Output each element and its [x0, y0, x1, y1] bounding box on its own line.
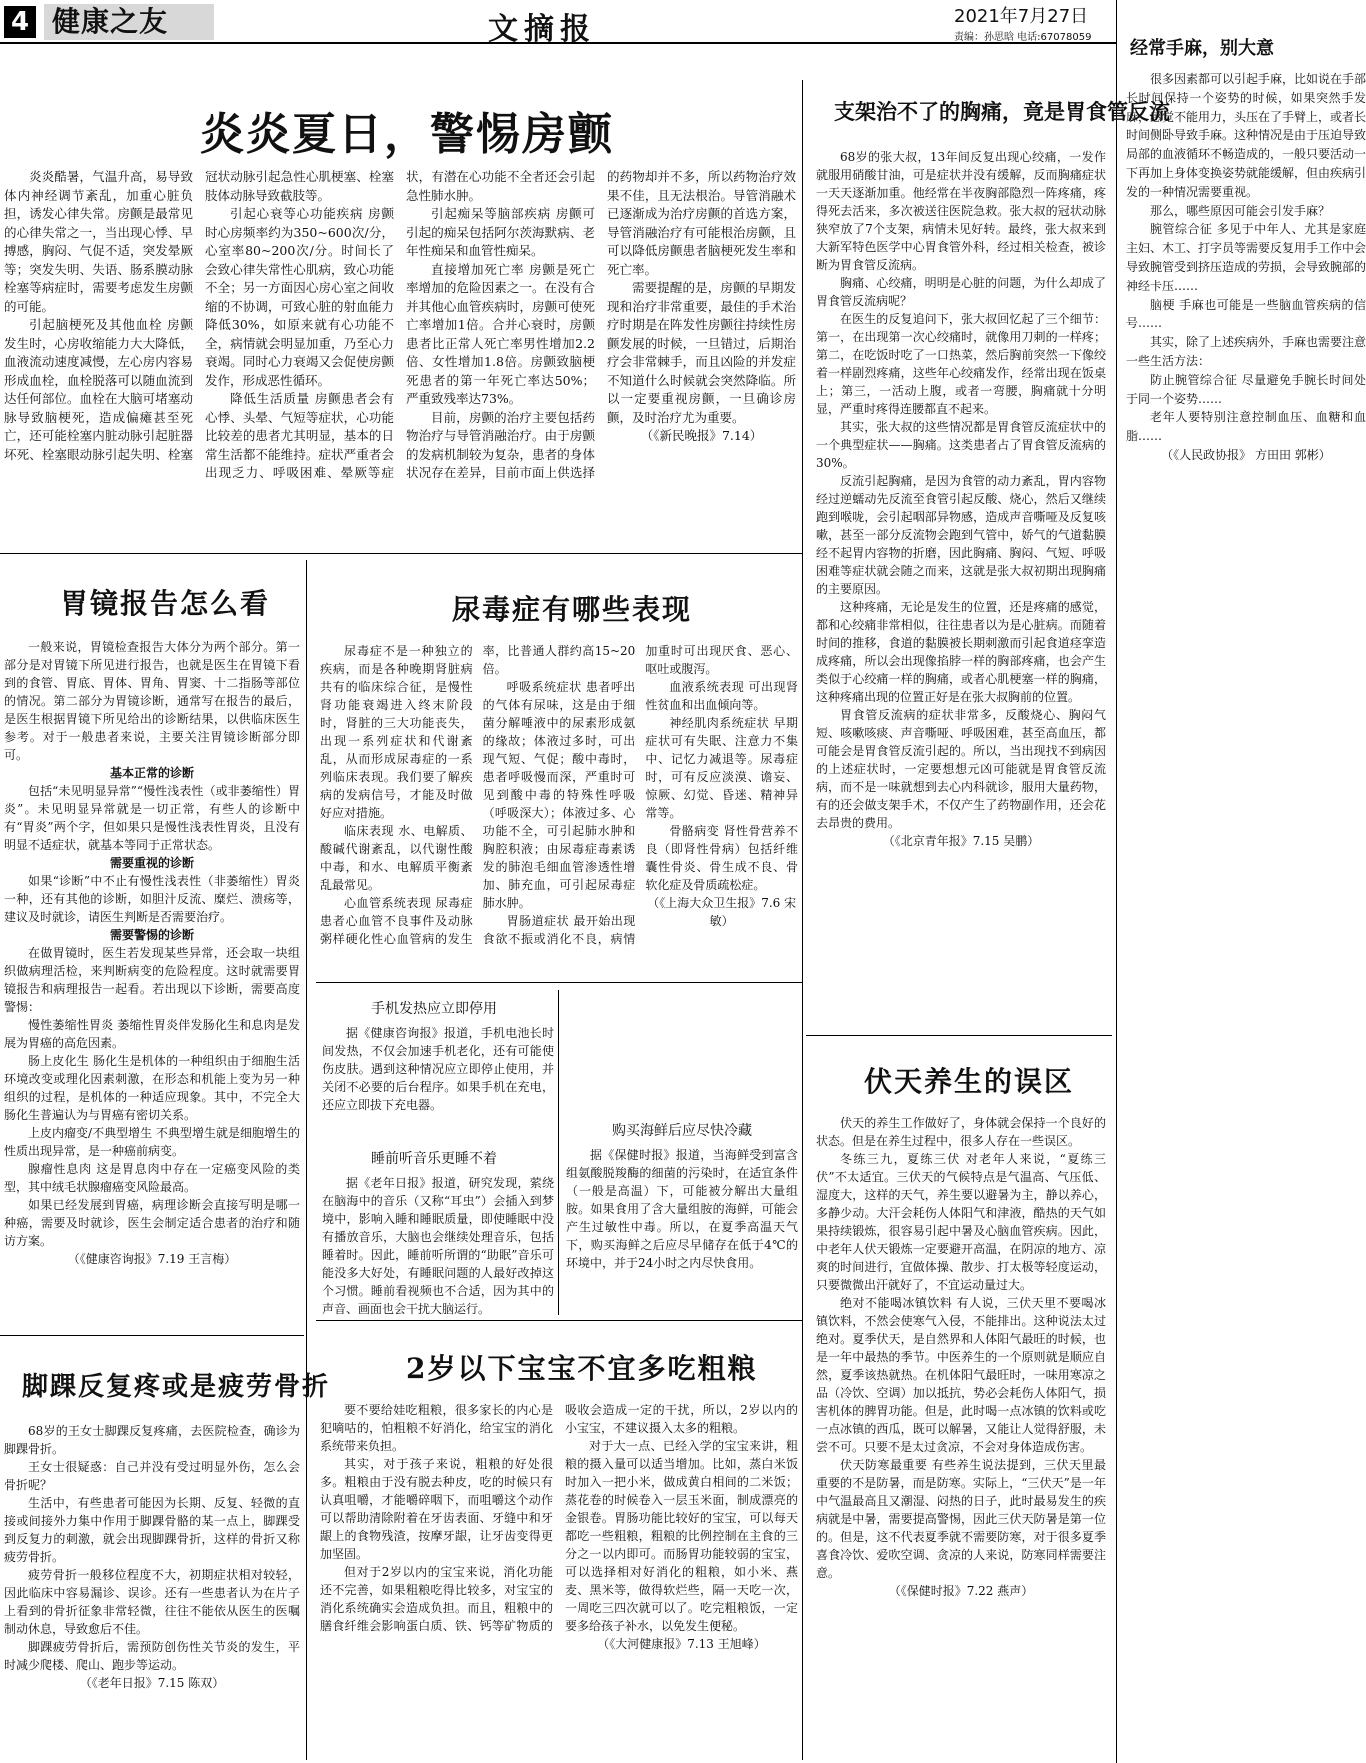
source-line: （《保健时报》7.22 燕声） [888, 1584, 1034, 1598]
subheading: 需要警惕的诊断 [109, 928, 194, 942]
source-line: （《健康咨询报》7.19 王言梅） [67, 1252, 237, 1266]
article-body [1126, 70, 1366, 1758]
section-divider [0, 553, 802, 554]
article-dog-days-myths [808, 1040, 1114, 1760]
page-header [0, 0, 1116, 47]
article-ankle-stress-fracture [0, 1340, 331, 1760]
paragraph: 一般来说，胃镜检查报告大体分为两个部分。第一部分是对胃镜下所见进行报告，也就是医生在胃镜下看到的食管、胃底、胃体、胃角、胃窦、十二指肠等部位的情况。第二部分为胃镜诊断，通常写在报告的最后，是医生根据胃镜下所见给出的诊断结果，以供临床医生参考。对于一般患者来说，主要关注胃镜诊断部分即可。 [4, 640, 300, 762]
paragraph: 引起心衰等心功能疾病 房颤时心房频率约为350~600次/分，心室率80~200次/分。时间长了会致心律失常性心肌病，致心功能不全；另一方面因心房心室之间收缩的不协调，可致心脏的射血能力降低30%，如原来就有心功能不全，病情就会明显加重，乃至心力衰竭。同时心力衰竭又会促使房颤发作，形成恶性循环。 [205, 206, 394, 388]
brief-head: 手机发热应立即停用 [371, 1001, 497, 1017]
paragraph: 肠上皮化生 肠化生是机体的一种组织由于细胞生活环境改变或理化因素刺激，在形态和机能上变为另一种组织的过程，是机体的一种适应现象。其中，不完全大肠化生普遍认为与胃癌有密切关系。 [4, 1054, 300, 1122]
paragraph: 其实，除了上述疾病外，手麻也需要注意一些生活方法： [1126, 335, 1366, 368]
column-divider [306, 560, 307, 1760]
paragraph: 临床表现 水、电解质、酸碱代谢紊乱，以代谢性酸中毒，和水、电解质平衡紊乱最常见。 [320, 824, 473, 892]
issue-date: 2021年7月27日 [954, 6, 1089, 27]
brief-body: 据《健康咨询报》报道，手机电池长时间发热，不仅会加速手机老化，还有可能使伤皮肤。遇到这种情况应立即停止使用，并关闭不必要的后台程序。如果手机在充电，还应立即拔下充电器。 [322, 1026, 554, 1112]
paragraph: 引起脑梗死及其他血栓 房颤发生时，心房收缩能力大大降低，血液流动速度减慢，左心房内容易形成血栓，血栓脱落可以随血流到达任何部位。血栓在大脑可堵塞动脉导致脑梗死，造成偏瘫甚至死亡，还可能栓塞内脏动脉引起脏器坏死、栓塞眼动脉引起失明、栓塞冠状动脉引起急性心肌梗塞、栓塞肢体动脉导致截肢等。 [4, 169, 394, 462]
column-divider [802, 80, 803, 1760]
section-divider [0, 1335, 304, 1336]
article-summer-afib [0, 48, 800, 548]
article-hand-numbness [1120, 18, 1366, 1760]
paragraph: 冬练三九，夏练三伏 对老年人来说，“夏练三伏”不太适宜。三伏天的气候特点是气温高、气压低、湿度大，这样的天气，养生要以避暑为主，静以养心，多静少动。大汗会耗伤人体阳气和津液，酷热的天气如果持续锻炼，很容易引起中暑及心脑血管疾病。因此，中老年人伏天锻炼一定要避开高温，在阴凉的地方、凉爽的时间进行，宜做体操、散步、打太极等轻度运动，只要微微出汗就好了，不宜运动量过大。 [816, 1152, 1106, 1292]
article-title: 炎炎夏日，警惕房颤 [200, 109, 614, 160]
article-title: 伏天养生的误区 [864, 1065, 1075, 1098]
paragraph: 绝对不能喝冰镇饮料 有人说，三伏天里不要喝冰镇饮料，不然会使寒气入侵，不能排出。这种说法太过绝对。夏季伏天，是自然界和人体阳气最旺的时候，也是一年中最热的季节。中医养生的一个原则就是顺应自然，夏季该热就热。在机体阳气最旺时，一味用寒凉之品（冷饮、空调）加以抵抗，势必会耗伤人体阳气，损害机体的脾胃功能。但是，此时喝一点冰镇的饮料或吃一点冰镇的西瓜，既可以解暑，又能让人觉得舒服，未尝不可。只要不是太过贪凉，不会对身体造成伤害。 [816, 1296, 1106, 1454]
paragraph: 68岁的王女士脚踝反复疼痛，去医院检查，确诊为脚踝骨折。 [4, 1424, 300, 1456]
paragraph: 胃食管反流病的症状非常多，反酸烧心、胸闷气短、咳嗽咳痰、声音嘶哑、呼吸困难，甚至高血压，都可能会是胃食管反流引起的。所以，当出现找不到病因的上述症状时，一定要想想元凶可能就是胃食管反流病，而不是一味就想到去心内科就诊，服用大量药物，有的还会做支架手术，不仅产生了药物副作用，还会花去昂贵的费用。 [816, 708, 1106, 830]
paragraph: 尿毒症不是一种独立的疾病，而是各种晚期肾脏病共有的临床综合征，是慢性肾功能衰竭进入终末阶段时，肾脏的三大功能丧失，出现一系列症状和代谢紊乱，从而形成尿毒症的一系列临床表现。我们要了解疾病的发病信号，才能及时做好应对措施。 [320, 644, 473, 820]
page-number: 4 [4, 6, 36, 38]
paragraph: 直接增加死亡率 房颤是死亡率增加的危险因素之一。在没有合并其他心血管疾病时，房颤可使死亡率增加1倍。合并心衰时，房颤患者比正常人死亡率男性增加2.2倍、女性增加1.8倍。房颤致脑梗死患者的第一年死亡率达50%；严重致残率达73%。 [406, 261, 595, 406]
masthead: 文摘报 [488, 12, 596, 47]
paragraph: 生活中，有些患者可能因为长期、反复、轻微的直接或间接外力集中作用于脚踝骨骼的某一点上，脚踝受到反复力的刺激，就会出现脚踝骨折，这样的骨折又称疲劳骨折。 [4, 1496, 300, 1564]
paragraph: 王女士很疑惑：自己并没有受过明显外伤，怎么会骨折呢？ [4, 1460, 300, 1492]
paragraph: 骨骼病变 肾性骨营养不良（即肾性骨病）包括纤维囊性骨炎、骨生成不良、骨软化症及骨质疏松症。 [645, 824, 798, 892]
paragraph: 如果“诊断”中不止有慢性浅表性（非萎缩性）胃炎一种，还有其他的诊断，如胆汁反流、糜烂、溃疡等，建议及时就诊，请医生判断是否需要治疗。 [4, 874, 300, 924]
article-uremia [316, 560, 802, 980]
paragraph: 降低生活质量 房颤患者会有心悸、头晕、气短等症状，心功能比较差的患者尤其明显，基本的日常生活都不能维持。症状严重者会出现乏力、呼吸困难、晕厥等症状，有潜在心功能不全者还会引起急性肺水肿。 [205, 169, 595, 480]
subheading: 需要重视的诊断 [109, 856, 194, 870]
article-title: 胃镜报告怎么看 [60, 587, 271, 620]
column-divider [1116, 0, 1117, 1763]
article-body [816, 1114, 1106, 1758]
source-line: （《老年日报》7.15 陈双） [79, 1676, 225, 1690]
section-name: 健康之友 [44, 4, 214, 40]
brief-head: 购买海鲜后应尽快冷藏 [612, 1123, 752, 1139]
paragraph: 目前，房颤的治疗主要包括药物治疗与导管消融治疗。由于房颤的发病机制较为复杂，患者的身体状况存在差异，目前市面上供选择的药物却并不多，所以药物治疗效果不佳，且无法根治。导管消融术已逐渐成为治疗房颤的首选方案，导管消融治疗有可能根治房颤，且可以降低房颤患者脑梗死发生率和死亡率。 [406, 169, 796, 480]
paragraph: 这种疼痛，无论是发生的位置，还是疼痛的感觉，都和心绞痛非常相似，往往患者以为是心脏病。而随着时间的推移，食道的黏膜被长期刺激而引起食道痉挛造成疼痛，所以会出现像掐脖一样的胸部疼痛，也会产生类似于心绞痛一样的胸痛，或者心肌梗塞一样的胸痛，这种疼痛出现的位置正好是在张大叔胸前的位置。 [816, 600, 1106, 704]
paragraph: 68岁的张大叔，13年间反复出现心绞痛，一发作就服用硝酸甘油，可是症状并没有缓解，反而胸痛症状一天天逐渐加重。他经常在半夜胸部隐烈一阵疼痛，疼得死去活来，多次被送往医院急救。张大叔的冠状动脉狭窄放了7个支架，病情未见好转。最终，张大叔来到大新军特色医学中心胃食管外科，经过相关检查，被诊断为胃食管反流病。 [816, 150, 1106, 272]
article-title: 脚踝反复疼或是疲劳骨折 [22, 1372, 331, 1402]
subheading: 基本正常的诊断 [109, 766, 194, 780]
article-title: 2岁以下宝宝不宜多吃粗粮 [406, 1352, 758, 1385]
paragraph: 但对于2岁以内的宝宝来说，消化功能还不完善，如果粗粮吃得比较多，对宝宝的消化系统确实会造成负担。而且，粗粮中的膳食纤维会影响蛋白质、铁、钙等矿物质的吸收会造成一定的干扰，所以，2岁以内的小宝宝，不建议摄入太多的粗粮。 [320, 1403, 798, 1633]
article-body [320, 1401, 798, 1757]
paragraph: 炎炎酷暑，气温升高，易导致体内神经调节紊乱，加重心脏负担，诱发心律失常。房颤是最常见的心律失常之一，当出现心悸、早搏感，胸闷、气促不适，突发晕厥等；突发失明、失语、肠系膜动脉栓塞等病症时，需要考虑发生房颤的可能。 [4, 169, 193, 314]
paragraph: 反流引起胸痛，是因为食管的动力紊乱，胃内容物经过逆蠕动先反流至食管引起反酸、烧心，然后又继续跑到喉咙，会引起咽部异物感，造成声音嘶哑及反复咳嗽，甚至一部分反流物会跑到气管中，娇气的气道黏膜经不起胃内容物的折磨，因此胸痛、胸闷、气短、呼吸困难等症状就会随之而来，这就是张大叔初期出现胸痛的主要原因。 [816, 474, 1106, 596]
paragraph: 脑梗 手麻也可能是一些脑血管疾病的信号…… [1126, 297, 1366, 331]
paragraph: 包括“未见明显异常”“慢性浅表性（或非萎缩性）胃炎”。未见明显异常就是一切正常，有些人的诊断中有“胃炎”两个字，但如果只是慢性浅表性胃炎，且没有明显不适症状，就基本等同于正常状态。 [4, 784, 300, 852]
article-body [4, 168, 796, 546]
paragraph: 在做胃镜时，医生若发现某些异常，还会取一块组织做病理活检，来判断病变的危险程度。这时就需要胃镜报告和病理报告一起看。若出现以下诊断，需要高度警惕： [4, 946, 300, 1014]
article-body [4, 638, 300, 1328]
paragraph: 老年人要特别注意控制血压、血糖和血脂…… [1126, 410, 1366, 444]
paragraph: 其实，对于孩子来说，粗粮的好处很多。粗粮由于没有脱去种皮，吃的时候只有认真咀嚼，才能嚼碎咽下，而咀嚼这个动作可以帮助清除附着在牙齿表面、牙缝中和牙龈上的食物残渣，按摩牙龈，让牙齿变得更加坚固。 [320, 1457, 553, 1561]
article-health-briefs [316, 990, 802, 1316]
editor-line: 责编：孙思晗 电话:67078059 [954, 32, 1092, 43]
paragraph: 其实，张大叔的这些情况都是胃食管反流症状中的一个典型症状——胸痛。这类患者占了胃食管反流病的30%。 [816, 420, 1106, 470]
paragraph: 呼吸系统症状 患者呼出的气体有尿味，这是由于细菌分解唾液中的尿素形成氨的缘故；体液过多时，可出现气短、气促；酸中毒时，患者呼吸慢而深，严重时可见到酸中毒的特殊性呼吸（呼吸深大）；体液过多、心功能不全，可引起肺水肿和胸腔积液；由尿毒症毒素诱发的肺泡毛细血管渗透性增加、肺充血，可引起尿毒症肺水肿。 [482, 680, 636, 910]
article-coarse-grains-toddlers [316, 1325, 802, 1760]
source-line: （《上海大众卫生报》7.6 宋敏） [647, 896, 797, 928]
paragraph: 脚踝疲劳骨折后，需预防创伤性关节炎的发生，平时减少爬楼、爬山、跑步等运动。 [4, 1640, 300, 1672]
paragraph: 血液系统表现 可出现肾性贫血和出血倾向等。 [645, 680, 798, 712]
paragraph: 引起痴呆等脑部疾病 房颤可引起的痴呆包括阿尔茨海默病、老年性痴呆和血管性痴呆。 [406, 206, 595, 258]
section-divider [806, 1035, 1112, 1036]
paragraph: 胃肠道症状 最开始出现食欲不振或消化不良，病情加重时可出现厌食、恶心、呕吐或腹泻。 [482, 644, 798, 946]
paragraph: 慢性萎缩性胃炎 萎缩性胃炎伴发肠化生和息肉是发展为胃癌的高危因素。 [4, 1018, 300, 1050]
paragraph: 很多因素都可以引起手麻，比如说在手部长时间保持一个姿势的时候，如果突然手发麻，感觉不能用力，头压在了手臂上，或者长时间侧卧导致手麻。这种情况是由于压迫导致局部的血液循环不畅造成的，一般只要活动一下再加上身体变换姿势就能缓解，但由疾病引发的一种情况需要重视。 [1126, 72, 1366, 199]
paragraph: 伏天的养生工作做好了，身体就会保持一个良好的状态。但是在养生过程中，很多人存在一些误区。 [816, 1116, 1106, 1148]
source-line: （《新民晚报》7.14） [640, 428, 763, 443]
article-title: 支架治不了的胸痛，竟是胃食管反流 [834, 99, 1170, 124]
article-body [320, 642, 798, 976]
section-divider [316, 1320, 802, 1321]
paragraph: 上皮内瘤变/不典型增生 不典型增生就是细胞增生的性质出现异常，是一种癌前病变。 [4, 1126, 300, 1158]
source-line: （《大河健康报》7.13 王旭峰） [597, 1637, 766, 1651]
paragraph: 神经肌肉系统症状 早期症状可有失眠、注意力不集中、记忆力减退等。尿毒症时，可有反应淡漠、谵妄、惊厥、幻觉、昏迷、精神异常等。 [645, 716, 798, 820]
paragraph: 腕管综合征 多见于中年人、尤其是家庭主妇、木工、打字员等需要反复用手工作中会导致腕管受到挤压造成的劳损，会导致腕部的神经卡压…… [1126, 222, 1366, 293]
paragraph: 需要提醒的是，房颤的早期发现和治疗非常重要，最佳的手术治疗时期是在阵发性房颤往持续性房颤发展的时候，一旦错过，后期治疗会非常棘手，而且凶险的并发症不知道什么时候就会突然降临。所以一定要重视房颤，一旦确诊房颤，及时治疗尤为重要。 [607, 280, 796, 425]
article-title: 经常手麻，别大意 [1130, 38, 1274, 59]
source-line: （《人民政协报》 方田田 郭彬） [1161, 447, 1331, 462]
paragraph: 那么，哪些原因可能会引发手麻？ [1150, 203, 1331, 218]
article-body [4, 1422, 300, 1758]
paragraph: 疲劳骨折一般移位程度不大，初期症状相对较轻，因此临床中容易漏诊、误诊。还有一些患者认为在片子上看到的骨折征象非常轻微，往往不能依从医生的医嘱制动休息，导致愈后不佳。 [4, 1568, 300, 1636]
article-title: 尿毒症有哪些表现 [452, 593, 693, 626]
paragraph: 胸痛、心绞痛，明明是心脏的问题，为什么却成了胃食管反流病呢？ [816, 276, 1106, 308]
paragraph: 在医生的反复追问下，张大叔回忆起了三个细节：第一，在出现第一次心绞痛时，就像用刀刺的一样疼；第二，在吃饭时吃了一口热菜，然后胸前突然一下像绞着一样剧烈疼痛，这些年心绞痛发作，经常出现在饭桌上；第三，一活动上腹，或者一弯腰，胸痛就十分明显，严重时疼得连腰都直不起来。 [816, 312, 1106, 416]
article-gerd-chest-pain [808, 48, 1170, 998]
paragraph: 对于大一点、已经入学的宝宝来讲，粗粮的摄入量可以适当增加。比如，蒸白米饭时加入一把小米，做成黄白相间的二米饭；蒸花卷的时候卷入一层玉米面，制成漂亮的金银卷。胃肠功能比较好的宝宝，可以每天都吃一些粗粮，粗粮的比例控制在主食的三分之一以内即可。而肠胃功能较弱的宝宝，可以选择相对好消化的粗粮，如小米、燕麦、黑米等，做得软烂些，隔一天吃一次，一周吃三四次就可以了。吃完粗粮饭，一定要多给孩子补水，以免发生便秘。 [565, 1439, 798, 1633]
article-gastroscopy-report [0, 560, 304, 1330]
brief-body: 据《保健时报》报道，当海鲜受到富含组氨酸脱羧酶的细菌的污染时，在适宜条件（一般是高温）下，可能被分解出大量组胺。如果食用了含大量组胺的海鲜，可能会产生过敏性中毒。所以，在夏季高温天气下，购买海鲜之后应尽早储存在低于4℃的环境中，并于24小时之内尽快食用。 [566, 1148, 798, 1270]
paragraph: 腺瘤性息肉 这是胃息肉中存在一定癌变风险的类型，其中绒毛状腺瘤癌变风险最高。 [4, 1162, 300, 1194]
paragraph: 如果已经发展到胃癌，病理诊断会直接写明是哪一种癌，需要及时就诊，医生会制定适合患者的治疗和随访方案。 [4, 1198, 300, 1248]
brief-head: 睡前听音乐更睡不着 [371, 1151, 497, 1167]
article-body [816, 148, 1106, 988]
paragraph: 伏天防寒最重要 有些养生说法提到，三伏天里最重要的不是防暑，而是防寒。实际上，“三伏天”是一年中气温最高且又潮湿、闷热的日子，此时最易发生的疾病就是中暑，需要提高警惕，因此三伏天防暑是第一位的。但是，这不代表夏季就不需要防寒，对于很多夏季喜食冷饮、爱吹空调、贪凉的人来说，防寒同样需要注意。 [816, 1458, 1106, 1580]
paragraph: 心血管系统表现 尿毒症患者心血管不良事件及动脉粥样硬化性心血管病的发生率，比普通人群约高15~20倍。 [320, 644, 636, 946]
section-divider [316, 982, 802, 983]
brief-body: 据《老年日报》报道，研究发现，萦绕在脑海中的音乐（又称“耳虫”）会插入到梦境中，影响入睡和睡眠质量，即使睡眠中没有播放音乐，大脑也会继续处理音乐，包括睡着时。因此，睡前听所谓的“助眠”音乐可能没多大好处，有睡眠问题的人最好改掉这个习惯。睡前看视频也不合适，因为其中的声音、画面也会干扰大脑运行。 [322, 1176, 554, 1316]
paragraph: 防止腕管综合征 尽量避免手腕长时间处于同一个姿势…… [1126, 372, 1366, 406]
paragraph: 要不要给娃吃粗粮，很多家长的内心是犯嘀咕的，怕粗粮不好消化，给宝宝的消化系统带来负担。 [320, 1403, 553, 1453]
source-line: （《北京青年报》7.15 吴鹏） [882, 834, 1040, 848]
